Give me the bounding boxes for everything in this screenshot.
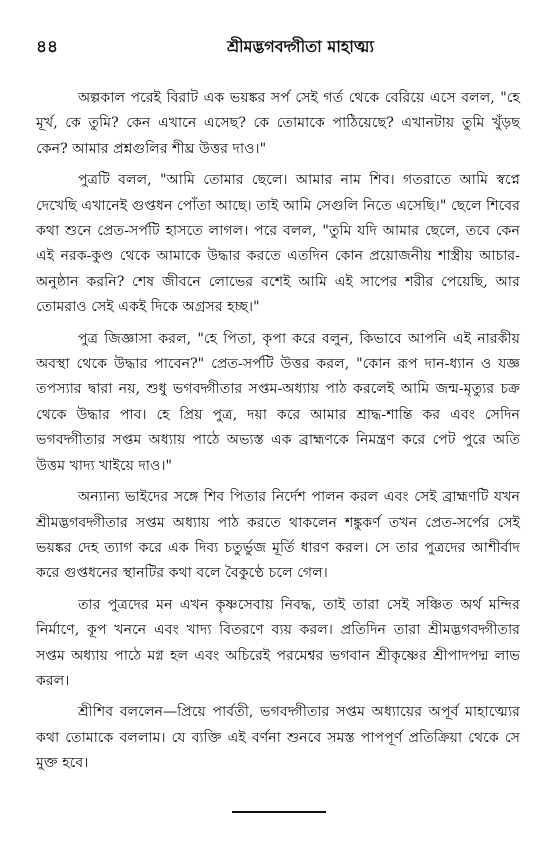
paragraph: তার পুত্রদের মন এখন কৃষ্ণসেবায় নিবদ্ধ, তাই তারা সেই সঞ্চিত অর্থ মন্দির নির্মাণে, কূপ খননে এবং খাদ্য বিতরণে ব্যয় করল। প্রতিদিন তারা শ্রীমদ্ভগবদ্গীতার সপ্তম অধ্যায় পাঠে মগ্ন হল এবং অচিরেই পরমেশ্বর ভগবান শ্রীকৃষ্ণের শ্রীপাদপদ্ম লাভ করল। [36, 596, 520, 689]
paragraph: অন্যান্য ভাইদের সঙ্গে শিব পিতার নির্দেশ পালন করল এবং সেই ব্রাহ্মণটি যখন শ্রীমদ্ভগবদ্গীতার সপ্তম অধ্যায় পাঠ করতে থাকলেন শঙ্কুকর্ণ তখন প্রেত-সর্পের সেই ভয়ঙ্কর দেহ ত্যাগ করে এক দিব্য চতুর্ভুজ মূর্তি ধারণ করল। সে তার পুত্রদের আশীর্বাদ করে গুপ্তধনের স্থানটির কথা বলে বৈকুণ্ঠে চলে গেল। [36, 489, 520, 582]
paragraph: পুত্রটি বলল, "আমি তোমার ছেলে। আমার নাম শিব। গতরাতে আমি স্বপ্নে দেখেছি এখানেই গুপ্তধন পোঁতা আছে। তাই আমি সেগুলি নিতে এসেছি।" ছেলে শিবের কথা শুনে প্রেত-সর্পটি হাসতে লাগল। পরে বলল, "তুমি যদি আমার ছেলে, তবে কেন এই নরক-কুণ্ড থেকে আমাকে উদ্ধার করতে এতদিন কোন প্রয়োজনীয় শাস্ত্রীয় আচার-অনুষ্ঠান করনি? শেষ জীবনে লোভের বশেই আমি এই সাপের শরীর পেয়েছি, আর তোমরাও সেই একই দিকে অগ্রসর হচ্ছ।" [36, 172, 520, 316]
paragraph: অল্পকাল পরেই বিরাট এক ভয়ঙ্কর সর্প সেই গর্ত থেকে বেরিয়ে এসে বলল, "হে মূর্খ, কে তুমি? কেন এখানে এসেছ? কে তোমাকে পাঠিয়েছে? এখানটায় তুমি খুঁড়ছ কেন? আমার প্রশ্নগুলির শীঘ্র উত্তর দাও।" [36, 90, 520, 157]
body-text [36, 86, 520, 783]
page-number: ৪৪ [36, 37, 59, 57]
running-title: শ্রীমদ্ভগবদ্গীতা মাহাত্ম্য [226, 37, 375, 56]
page-header [36, 34, 525, 56]
paragraph: শ্রীশিব বললেন—প্রিয়ে পার্বতী, ভগবদ্গীতার সপ্তম অধ্যায়ের অপূর্ব মাহাত্ম্যের কথা তোমাকে বললাম। যে ব্যক্তি এই বর্ণনা শুনবে সমস্ত পাপপূর্ণ প্রতিক্রিয়া থেকে সে মুক্ত হবে। [36, 704, 520, 772]
paragraph: পুত্র জিজ্ঞাসা করল, "হে পিতা, কৃপা করে বলুন, কিভাবে আপনি এই নারকীয় অবস্থা থেকে উদ্ধার পাবেন?" প্রেত-সর্পটি উত্তর করল, "কোন রূপ দান-ধ্যান ও যজ্ঞ তপস্যার দ্বারা নয়, শুধু ভগবদ্গীতার সপ্তম-অধ্যায় পাঠ করলেই আমি জন্ম-মৃত্যুর চক্র থেকে উদ্ধার পাব। হে প্রিয় পুত্র, দয়া করে আমার শ্রাদ্ধ-শান্তি কর এবং সেদিন ভগবদ্গীতার সপ্তম অধ্যায় পাঠে অভ্যস্ত এক ব্রাহ্মণকে নিমন্ত্রণ করে পেট পুরে অতি উত্তম খাদ্য খাইয়ে দাও।" [36, 330, 520, 474]
chapter-end-rule [232, 811, 326, 813]
